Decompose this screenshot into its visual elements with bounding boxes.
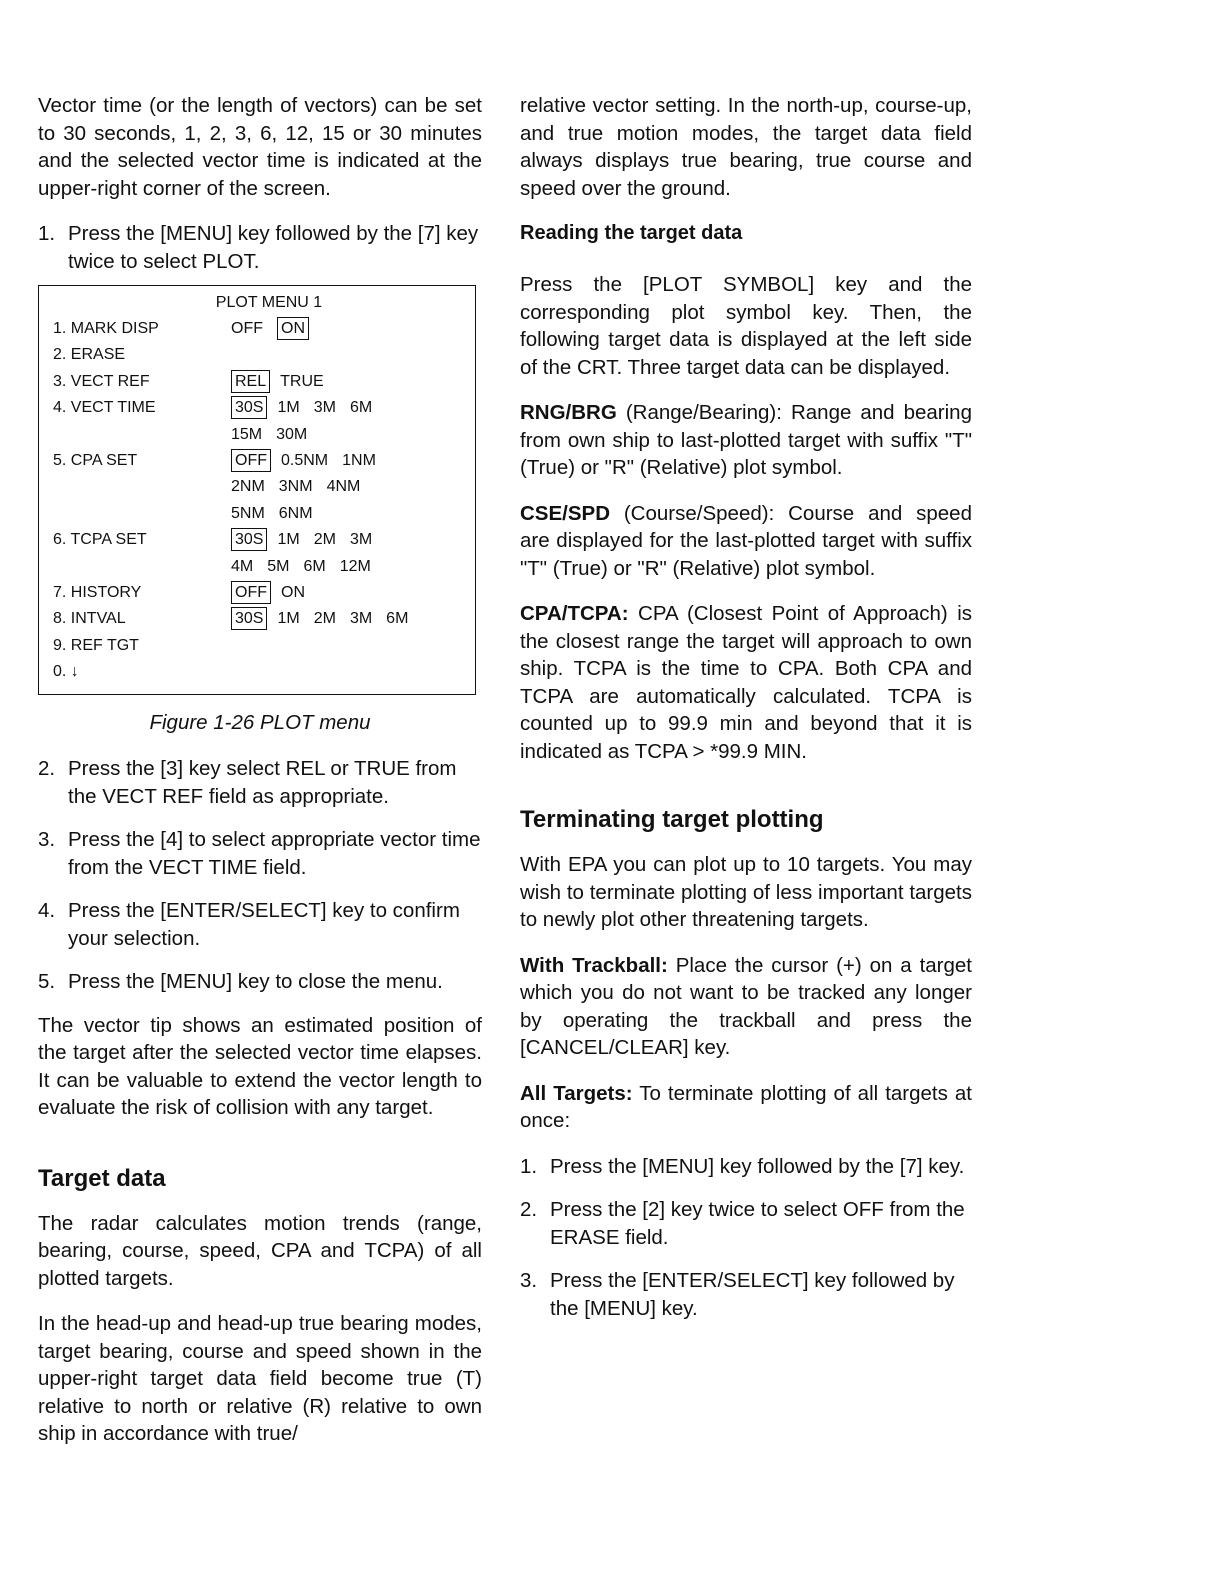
step-number: 4. (38, 899, 56, 922)
plot-menu-option: 1M (277, 610, 300, 628)
plot-menu-option: 4NM (326, 478, 361, 496)
plot-menu-figure (38, 285, 476, 695)
vector-time-intro: Vector time (or the length of vectors) can be set to 30 seconds, 1, 2, 3, 6, 12, 15 or 30 minutes and the selected vector time is indicated at the upper-right corner of the screen. (38, 94, 482, 200)
step-text: Press the [MENU] key to close the menu. (68, 970, 443, 993)
target-data-paragraph-1: The radar calculates motion trends (range, bearing, course, speed, CPA and TCPA) of all plotted targets. (38, 1211, 482, 1290)
plot-menu-row (53, 422, 475, 448)
plot-menu-item-label: 2. ERASE (53, 346, 126, 364)
plot-menu-row (53, 448, 475, 474)
step-number: 1. (38, 222, 56, 245)
step-5 (38, 968, 482, 996)
rng-brg-term: RNG/BRG (520, 401, 617, 424)
reading-target-data-heading: Reading the target data (520, 222, 743, 244)
step-text: Press the [2] key twice to select OFF from the ERASE field. (550, 1198, 965, 1249)
plot-menu-option-selected: 30S (231, 528, 267, 551)
terminating-heading: Terminating target plotting (520, 806, 824, 833)
plot-menu-options (231, 448, 390, 474)
plot-menu-row (53, 395, 475, 421)
plot-menu-item-label: 8. INTVAL (53, 610, 126, 628)
plot-menu-option: 6M (386, 610, 409, 628)
plot-menu-item-label: 3. VECT REF (53, 372, 150, 390)
left-column (38, 92, 482, 1466)
plot-menu-option: 6M (303, 557, 326, 575)
plot-menu-options (231, 501, 327, 527)
step-number: 2. (520, 1198, 538, 1221)
plot-menu-option: 1M (277, 399, 300, 417)
plot-menu-item-label: 7. HISTORY (53, 583, 142, 601)
plot-menu-option-selected: OFF (231, 581, 271, 604)
plot-menu-option: 15M (231, 425, 263, 443)
cse-spd-text: (Course/Speed): Course and speed are displayed for the last-plotted target with suffix "T" (True) or "R" (Relative) plot symbol. (520, 501, 972, 580)
plot-menu-item-label: 1. MARK DISP (53, 320, 159, 337)
plot-menu-option: ON (281, 583, 305, 601)
step-number: 1. (520, 1154, 538, 1178)
plot-menu-option-selected: ON (277, 317, 309, 340)
plot-menu-option: 1NM (342, 451, 376, 469)
step-number: 3. (38, 828, 56, 851)
plot-menu-option: 12M (339, 557, 371, 575)
step-text: Press the [MENU] key followed by the [7] key twice to select PLOT. (68, 222, 479, 273)
plot-menu-options (231, 316, 319, 342)
plot-menu-option: 3NM (278, 478, 313, 496)
trackball-paragraph (520, 952, 972, 1062)
plot-menu-row (53, 316, 475, 342)
plot-menu-option: 2M (313, 610, 336, 628)
step-number: 3. (520, 1269, 538, 1292)
plot-menu-item-label: 6. TCPA SET (53, 531, 147, 549)
terminate-steps-list (520, 1153, 972, 1323)
plot-menu-option: 3M (313, 399, 336, 417)
plot-menu-options (231, 527, 386, 553)
plot-menu-option: 3M (349, 610, 373, 628)
plot-menu-option-selected: 30S (231, 396, 267, 419)
plot-menu-rows (53, 316, 475, 685)
step-2 (38, 755, 482, 810)
all-targets-text: To terminate plotting of all targets at once: (520, 1081, 972, 1132)
step-1 (38, 220, 482, 275)
plot-menu-option: 6M (349, 399, 373, 417)
plot-menu-options (231, 554, 385, 580)
plot-menu-options (231, 580, 319, 606)
plot-menu-item-label: 0. ↓ (53, 663, 79, 681)
step-4 (38, 897, 482, 952)
plot-menu-option: 3M (349, 531, 373, 549)
plot-menu-option-selected: OFF (231, 449, 271, 472)
cse-spd-term: CSE/SPD (520, 501, 610, 525)
rng-brg-paragraph (520, 399, 972, 482)
terminate-step-1 (520, 1153, 972, 1181)
plot-menu-option: 5M (267, 557, 290, 575)
plot-menu-title: PLOT MENU 1 (215, 294, 323, 311)
plot-menu-row (53, 342, 475, 368)
cpa-tcpa-text: CPA (Closest Point of Approach) is the closest range the target will approach to own ship. TCPA is the time to CPA. Both CPA and TCPA are automatically calculated. TCPA is counted up to 99.9 min and beyond that it is indicated as TCPA > *99.9 MIN. (520, 602, 972, 763)
all-targets-paragraph (520, 1080, 972, 1135)
target-data-paragraph-2: In the head-up and head-up true bearing modes, target bearing, course and speed shown in the upper-right target data field become true (T) relative to north or relative (R) relative to own ship in accordance with true/ (38, 1312, 482, 1445)
plot-menu-item-label: 4. VECT TIME (53, 399, 156, 417)
figure-caption: Figure 1-26 PLOT menu (149, 711, 371, 734)
step-text: Press the [3] key select REL or TRUE from the VECT REF field as appropriate. (68, 757, 457, 808)
plot-menu-row (53, 474, 475, 500)
terminate-step-2 (520, 1196, 972, 1251)
reading-paragraph: Press the [PLOT SYMBOL] key and the corresponding plot symbol key. Then, the following target data is displayed at the left side of the CRT. Three target data can be displayed. (520, 273, 972, 379)
plot-menu-item-label: 5. CPA SET (53, 451, 138, 469)
plot-menu-option: 5NM (231, 504, 265, 522)
step-number: 5. (38, 970, 56, 993)
plot-menu-options (231, 369, 338, 395)
plot-menu-row (53, 580, 475, 606)
step-text: Press the [ENTER/SELECT] key to confirm your selection. (68, 899, 460, 950)
rng-brg-text: (Range/Bearing): Range and bearing from own ship to last-plotted target with suffix "T" (True) or "R" (Relative) plot symbol. (520, 401, 972, 479)
cpa-tcpa-term: CPA/TCPA: (520, 602, 629, 625)
step-number: 2. (38, 757, 56, 780)
plot-menu-options (231, 395, 386, 421)
plot-menu-options (231, 474, 374, 500)
vector-tip-paragraph: The vector tip shows an estimated position of the target after the selected vector time elapses. It can be valuable to extend the vector length to evaluate the risk of collision with any target. (38, 1013, 482, 1119)
plot-menu-row (53, 369, 475, 395)
plot-menu-options (231, 422, 321, 448)
plot-menu-option: OFF (231, 320, 263, 337)
plot-menu-option: 1M (277, 531, 300, 549)
terminating-paragraph: With EPA you can plot up to 10 targets. You may wish to terminate plotting of less important targets to newly plot other threatening targets. (520, 853, 972, 931)
cpa-tcpa-paragraph (520, 600, 972, 765)
step-text: Press the [ENTER/SELECT] key followed by the [MENU] key. (550, 1269, 955, 1320)
plot-menu-row (53, 659, 475, 685)
target-data-heading: Target data (38, 1164, 166, 1192)
plot-menu-option-selected: 30S (231, 607, 267, 630)
step-text: Press the [MENU] key followed by the [7] key. (550, 1154, 965, 1178)
plot-menu-option: 6NM (278, 504, 313, 522)
trackball-text: Place the cursor (+) on a target which you do not want to be tracked any longer by operating the trackball and press the [CANCEL/CLEAR] key. (520, 953, 972, 1059)
plot-menu-row (53, 501, 475, 527)
plot-menu-row (53, 606, 475, 632)
plot-menu-option: 0.5NM (281, 451, 329, 469)
plot-menu-option: 2M (313, 531, 336, 549)
right-column (520, 92, 972, 1338)
continued-paragraph: relative vector setting. In the north-up, course-up, and true motion modes, the target data field always displays true bearing, true course and speed over the ground. (520, 94, 972, 200)
plot-menu-row (53, 527, 475, 553)
steps-list-1 (38, 220, 482, 275)
all-targets-term: All Targets: (520, 1081, 633, 1105)
plot-menu-option: 2NM (231, 478, 265, 496)
trackball-term: With Trackball: (520, 953, 668, 977)
terminate-step-3 (520, 1267, 972, 1322)
plot-menu-option: 4M (231, 557, 254, 575)
plot-menu-option: TRUE (280, 372, 324, 390)
step-3 (38, 826, 482, 881)
plot-menu-row (53, 633, 475, 659)
cse-spd-paragraph (520, 500, 972, 583)
plot-menu-row (53, 554, 475, 580)
plot-menu-option: 30M (276, 425, 308, 443)
plot-menu-option-selected: REL (231, 370, 270, 393)
steps-list-2 (38, 755, 482, 996)
step-text: Press the [4] to select appropriate vector time from the VECT TIME field. (68, 828, 481, 879)
plot-menu-item-label: 9. REF TGT (53, 636, 139, 654)
plot-menu-options (231, 606, 422, 632)
